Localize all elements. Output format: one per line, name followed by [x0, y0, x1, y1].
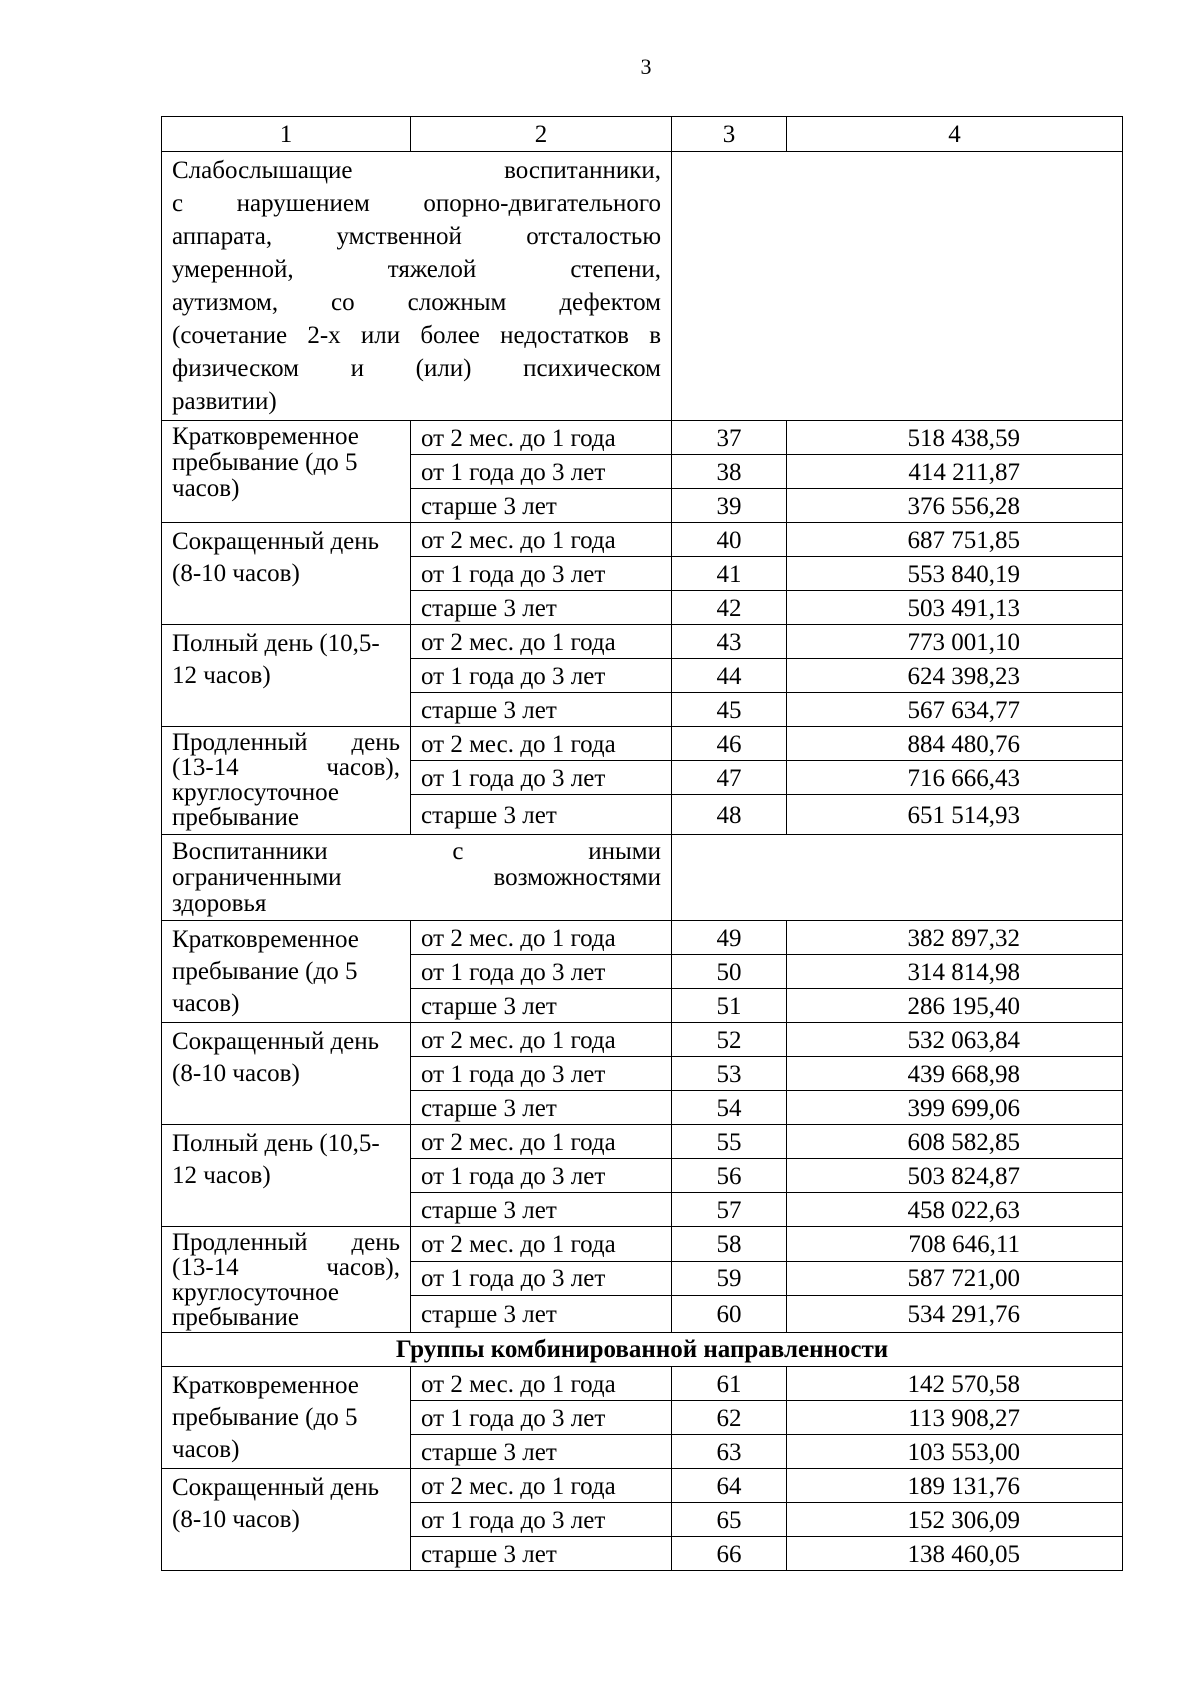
table-row	[162, 1023, 1123, 1057]
condition-cell: Сокращенный день (8-10 часов)	[162, 1023, 411, 1125]
cost-cell: 382 897,32	[787, 921, 1123, 955]
code-cell: 39	[672, 489, 787, 523]
condition-cell: Полный день (10,5-12 часов)	[162, 625, 411, 727]
cost-cell: 773 001,10	[787, 625, 1123, 659]
cost-cell: 518 438,59	[787, 421, 1123, 455]
age-cell: старше 3 лет	[411, 989, 672, 1023]
tariff-table	[161, 116, 1123, 1571]
condition-cell: Сокращенный день (8-10 часов)	[162, 523, 411, 625]
section-line: (сочетание 2-х или более недостатков в	[172, 322, 661, 349]
cost-cell: 708 646,11	[787, 1227, 1123, 1262]
cost-cell: 138 460,05	[787, 1537, 1123, 1571]
cost-cell: 884 480,76	[787, 727, 1123, 761]
header-cell: 1	[162, 117, 411, 152]
cost-cell: 314 814,98	[787, 955, 1123, 989]
cost-cell: 687 751,85	[787, 523, 1123, 557]
section-row	[162, 1333, 1123, 1367]
condition-cell: Продленный день (13-14 часов), круглосуточное пребывание	[162, 1227, 411, 1333]
age-cell: старше 3 лет	[411, 489, 672, 523]
condition-cell: Кратковременное пребывание (до 5 часов)	[162, 921, 411, 1023]
header-cell: 4	[787, 117, 1123, 152]
code-cell: 50	[672, 955, 787, 989]
age-cell: от 1 года до 3 лет	[411, 761, 672, 795]
age-cell: от 1 года до 3 лет	[411, 1261, 672, 1296]
age-cell: старше 3 лет	[411, 1537, 672, 1571]
age-cell: от 1 года до 3 лет	[411, 1401, 672, 1435]
header-cell: 2	[411, 117, 672, 152]
age-cell: от 2 мес. до 1 года	[411, 1125, 672, 1159]
cost-cell: 376 556,28	[787, 489, 1123, 523]
table-row	[162, 727, 1123, 761]
header-row	[162, 117, 1123, 152]
cost-cell: 286 195,40	[787, 989, 1123, 1023]
cost-cell: 534 291,76	[787, 1296, 1123, 1333]
cost-cell: 608 582,85	[787, 1125, 1123, 1159]
cost-cell: 651 514,93	[787, 795, 1123, 835]
code-cell: 43	[672, 625, 787, 659]
age-cell: от 1 года до 3 лет	[411, 955, 672, 989]
code-cell: 54	[672, 1091, 787, 1125]
section-title	[162, 835, 672, 921]
code-cell: 65	[672, 1503, 787, 1537]
code-cell: 37	[672, 421, 787, 455]
age-cell: от 2 мес. до 1 года	[411, 1469, 672, 1503]
table-row	[162, 1367, 1123, 1401]
age-cell: от 2 мес. до 1 года	[411, 523, 672, 557]
code-cell: 51	[672, 989, 787, 1023]
age-cell: от 1 года до 3 лет	[411, 1057, 672, 1091]
section-line: здоровья	[172, 890, 267, 917]
code-cell: 57	[672, 1193, 787, 1227]
cost-cell: 113 908,27	[787, 1401, 1123, 1435]
age-cell: старше 3 лет	[411, 693, 672, 727]
cost-cell: 716 666,43	[787, 761, 1123, 795]
section-line: аппарата, умственной отсталостью	[172, 223, 661, 250]
code-cell: 53	[672, 1057, 787, 1091]
code-cell: 60	[672, 1296, 787, 1333]
age-cell: старше 3 лет	[411, 1091, 672, 1125]
table-row	[162, 1469, 1123, 1503]
condition-cell: Полный день (10,5-12 часов)	[162, 1125, 411, 1227]
code-cell: 49	[672, 921, 787, 955]
code-cell: 52	[672, 1023, 787, 1057]
section-line: развитии)	[172, 388, 277, 415]
cost-cell: 553 840,19	[787, 557, 1123, 591]
age-cell: от 2 мес. до 1 года	[411, 1023, 672, 1057]
cost-cell: 567 634,77	[787, 693, 1123, 727]
table-row	[162, 625, 1123, 659]
section-line: Слабослышащие воспитанники,	[172, 157, 661, 184]
table-row	[162, 1125, 1123, 1159]
section-line: физическом и (или) психическом	[172, 355, 661, 382]
age-cell: старше 3 лет	[411, 1193, 672, 1227]
age-cell: от 2 мес. до 1 года	[411, 1227, 672, 1262]
age-cell: старше 3 лет	[411, 591, 672, 625]
cost-cell: 414 211,87	[787, 455, 1123, 489]
cost-cell: 503 824,87	[787, 1159, 1123, 1193]
table-row	[162, 421, 1123, 455]
age-cell: от 2 мес. до 1 года	[411, 727, 672, 761]
cost-cell: 587 721,00	[787, 1261, 1123, 1296]
code-cell: 46	[672, 727, 787, 761]
condition-cell: Кратковременное пребывание (до 5 часов)	[162, 421, 411, 523]
code-cell: 58	[672, 1227, 787, 1262]
age-cell: от 2 мес. до 1 года	[411, 625, 672, 659]
cost-cell: 189 131,76	[787, 1469, 1123, 1503]
section-title	[162, 152, 672, 421]
code-cell: 61	[672, 1367, 787, 1401]
cost-cell: 152 306,09	[787, 1503, 1123, 1537]
code-cell: 63	[672, 1435, 787, 1469]
cost-cell: 458 022,63	[787, 1193, 1123, 1227]
age-cell: от 2 мес. до 1 года	[411, 1367, 672, 1401]
section-line: Воспитанники с иными	[172, 838, 661, 865]
code-cell: 48	[672, 795, 787, 835]
table-row	[162, 1227, 1123, 1262]
age-cell: от 1 года до 3 лет	[411, 1503, 672, 1537]
empty-cell	[672, 152, 1123, 421]
code-cell: 56	[672, 1159, 787, 1193]
condition-cell: Сокращенный день (8-10 часов)	[162, 1469, 411, 1571]
table-row	[162, 523, 1123, 557]
age-cell: от 1 года до 3 лет	[411, 1159, 672, 1193]
code-cell: 38	[672, 455, 787, 489]
code-cell: 47	[672, 761, 787, 795]
code-cell: 40	[672, 523, 787, 557]
age-cell: от 2 мес. до 1 года	[411, 921, 672, 955]
code-cell: 64	[672, 1469, 787, 1503]
table-row	[162, 921, 1123, 955]
header-cell: 3	[672, 117, 787, 152]
age-cell: от 1 года до 3 лет	[411, 659, 672, 693]
section-line: аутизмом, со сложным дефектом	[172, 289, 661, 316]
cost-cell: 439 668,98	[787, 1057, 1123, 1091]
code-cell: 42	[672, 591, 787, 625]
section-row	[162, 152, 1123, 421]
code-cell: 55	[672, 1125, 787, 1159]
cost-cell: 103 553,00	[787, 1435, 1123, 1469]
page-number: 3	[640, 54, 652, 79]
empty-cell	[672, 835, 1123, 921]
cost-cell: 532 063,84	[787, 1023, 1123, 1057]
condition-cell: Продленный день (13-14 часов), круглосуточное пребывание	[162, 727, 411, 835]
cost-cell: 624 398,23	[787, 659, 1123, 693]
section-line: умеренной, тяжелой степени,	[172, 256, 661, 283]
section-row	[162, 835, 1123, 921]
age-cell: старше 3 лет	[411, 1296, 672, 1333]
section-line: ограниченными возможностями	[172, 864, 661, 891]
code-cell: 62	[672, 1401, 787, 1435]
code-cell: 45	[672, 693, 787, 727]
code-cell: 41	[672, 557, 787, 591]
age-cell: от 1 года до 3 лет	[411, 455, 672, 489]
age-cell: от 2 мес. до 1 года	[411, 421, 672, 455]
age-cell: старше 3 лет	[411, 1435, 672, 1469]
condition-cell: Кратковременное пребывание (до 5 часов)	[162, 1367, 411, 1469]
code-cell: 44	[672, 659, 787, 693]
cost-cell: 399 699,06	[787, 1091, 1123, 1125]
code-cell: 66	[672, 1537, 787, 1571]
section-title: Группы комбинированной направленности	[162, 1333, 1123, 1367]
cost-cell: 503 491,13	[787, 591, 1123, 625]
section-line: с нарушением опорно-двигательного	[172, 190, 661, 217]
age-cell: старше 3 лет	[411, 795, 672, 835]
code-cell: 59	[672, 1261, 787, 1296]
age-cell: от 1 года до 3 лет	[411, 557, 672, 591]
cost-cell: 142 570,58	[787, 1367, 1123, 1401]
